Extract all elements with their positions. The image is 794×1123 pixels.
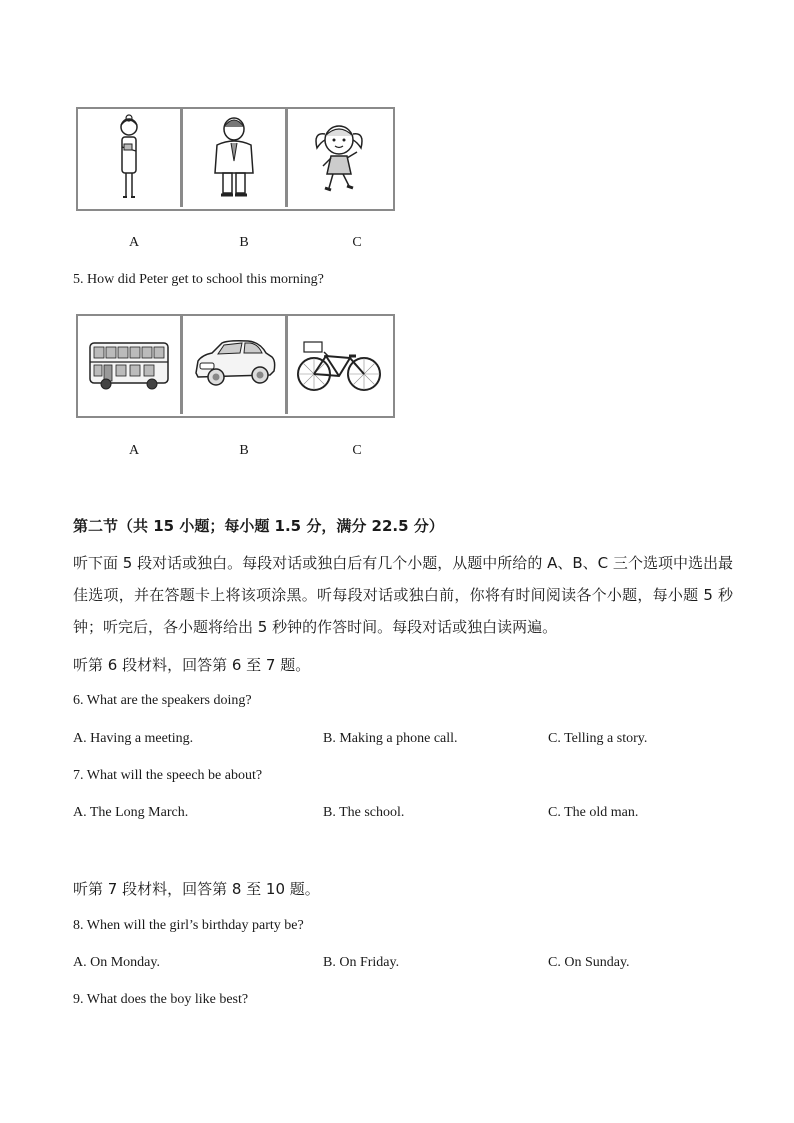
q8-question: 8. When will the girl’s birthday party be? [73, 918, 304, 933]
material7-heading: 听第 7 段材料，回答第 8 至 10 题。 [73, 880, 320, 898]
q5-option-b-image [183, 316, 288, 414]
q6-question: 6. What are the speakers doing? [73, 693, 252, 708]
double-decker-bus-icon [86, 337, 172, 393]
q4-image-row [76, 107, 395, 211]
q8-option-a: A. On Monday. [73, 955, 160, 970]
woman-teacher-icon [109, 113, 149, 203]
man-in-suit-icon [209, 115, 259, 201]
q7-option-a: A. The Long March. [73, 805, 189, 820]
q6-option-c: C. Telling a story. [548, 731, 648, 746]
q5-label-c: C [352, 443, 362, 458]
q4-label-c: C [352, 235, 362, 250]
q5-label-b: B [239, 443, 249, 458]
q8-option-b: B. On Friday. [323, 955, 400, 970]
q5-label-a: A [128, 443, 140, 458]
q5-option-c-image [288, 316, 390, 414]
q4-option-c-image [288, 109, 390, 207]
q6-option-b: B. Making a phone call. [323, 731, 458, 746]
q7-question: 7. What will the speech be about? [73, 768, 263, 783]
q4-label-b: B [239, 235, 249, 250]
q5-image-row [76, 314, 395, 418]
q8-option-c: C. On Sunday. [548, 955, 630, 970]
section2-heading: 第二节（共 15 小题；每小题 1.5 分，满分 22.5 分） [73, 517, 444, 535]
q4-option-b-image [183, 109, 288, 207]
q4-label-a: A [128, 235, 140, 250]
car-icon [188, 337, 280, 393]
q4-option-a-image [78, 109, 183, 207]
section2-instructions: 听下面 5 段对话或独白。每段对话或独白后有几个小题，从题中所给的 A、B、C 三个选项中选出最佳选项，并在答题卡上将该项涂黑。听每段对话或独白前，你将有时间阅读各个小题，每小题 5 秒钟；听完后，各小题将给出 5 秒钟的作答时间。每段对话或独白读两遍。 [73, 554, 733, 636]
q7-option-b: B. The school. [323, 805, 405, 820]
q6-option-a: A. Having a meeting. [73, 731, 194, 746]
q7-option-c: C. The old man. [548, 805, 639, 820]
q9-question: 9. What does the boy like best? [73, 992, 249, 1007]
material6-heading: 听第 6 段材料，回答第 6 至 7 题。 [73, 656, 311, 674]
bicycle-icon [294, 336, 384, 394]
q5-question: 5. How did Peter get to school this morning? [73, 272, 324, 287]
girl-with-pigtails-icon [309, 118, 369, 198]
q5-option-a-image [78, 316, 183, 414]
